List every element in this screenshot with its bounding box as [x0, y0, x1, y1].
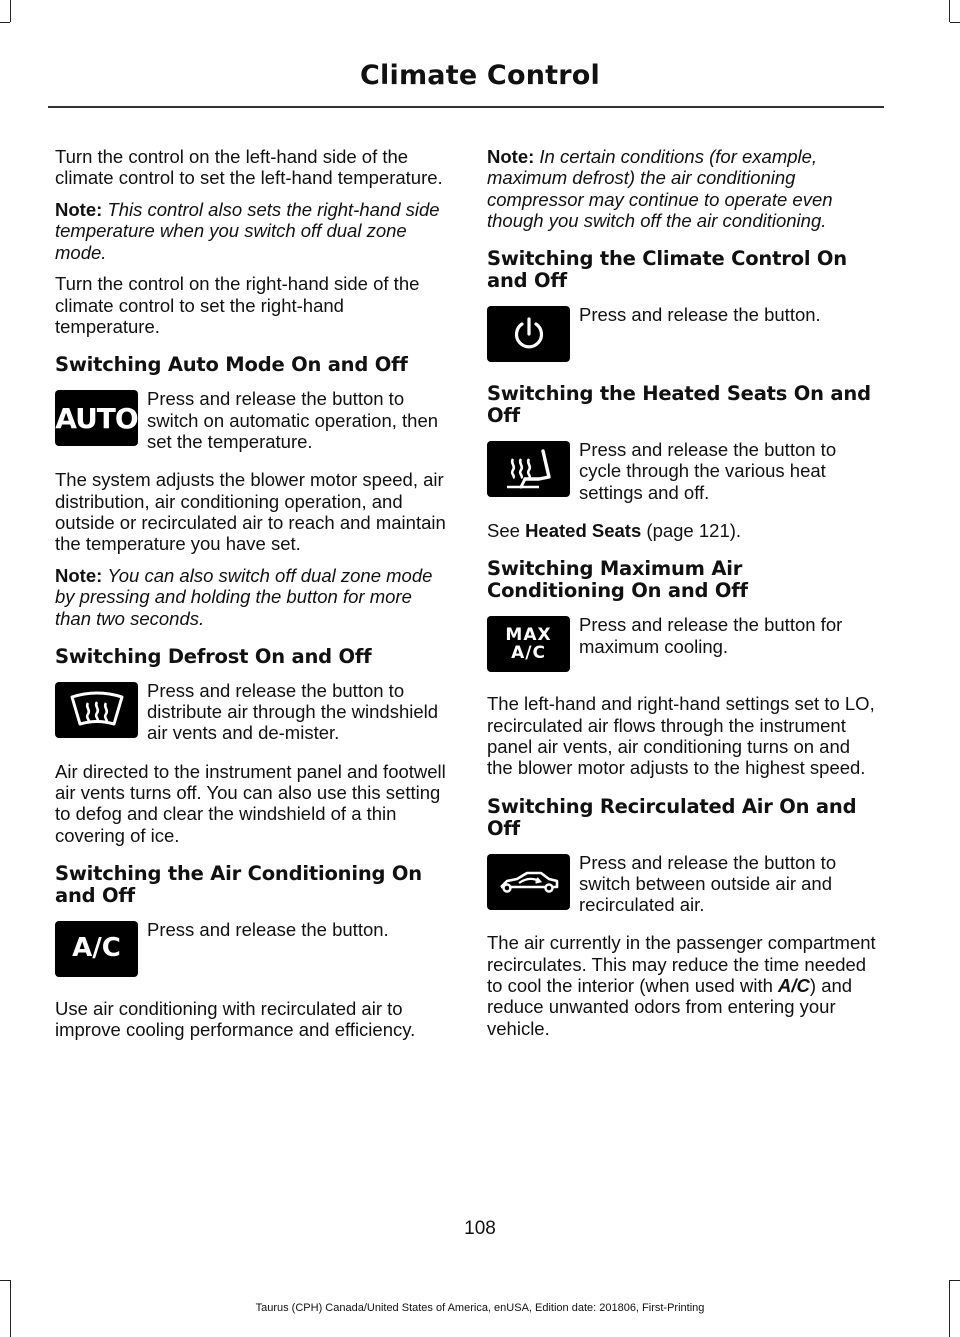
paragraph: Air directed to the instrument panel and footwell air vents turns off. You can also use this setting to defog and clear the windshield of a thin covering of ice.: [55, 760, 446, 846]
paragraph: Use air conditioning with recirculated air to improve cooling performance and efficiency.: [55, 997, 416, 1041]
note-label: Note:: [487, 146, 535, 167]
recirc-button-icon: [487, 854, 570, 910]
power-instruction: [487, 304, 879, 366]
seats-instruction: [487, 439, 879, 503]
section-heading-seats: Switching the Heated Seats On and Off: [487, 382, 871, 428]
power-icon: [509, 314, 549, 354]
page-title: Climate Control: [360, 60, 600, 91]
paragraph: Turn the control on the right-hand side of the climate control to set the right-hand temperature.: [55, 273, 420, 338]
max-ac-icon-label: [505, 626, 551, 662]
instruction-text: Press and release the button.: [579, 304, 821, 326]
ac-button-icon: [55, 921, 138, 977]
heated-seat-button-icon: [487, 441, 570, 497]
defrost-instruction: [55, 680, 447, 744]
note: [55, 199, 447, 263]
footer-text: Taurus (CPH) Canada/United States of America, enUSA, Edition date: 201806, First-Printing: [255, 1302, 705, 1314]
power-button-icon: [487, 306, 570, 362]
section-heading-defrost: Switching Defrost On and Off: [55, 644, 372, 668]
page-number: 108: [464, 1218, 496, 1239]
crop-mark: [950, 1280, 960, 1281]
paragraph: The system adjusts the blower motor speed, air distribution, air conditioning operation, and outside or recirculated air to reach and maintain the temperature you have set.: [55, 469, 446, 555]
defrost-button-icon: [55, 682, 138, 738]
note: [55, 565, 447, 629]
section-heading-ac: Switching the Air Conditioning On and Off: [55, 861, 422, 907]
max-instruction: [487, 614, 879, 676]
ac-reference: A/C: [778, 975, 810, 997]
recirc-instruction: [487, 852, 879, 916]
note-text: In certain conditions (for example, maximum defrost) the air conditioning compressor may continue to operate even though you switch off the air conditioning.: [487, 146, 833, 231]
right-column: [487, 146, 879, 1049]
windshield-defrost-icon: [68, 690, 126, 730]
paragraph-text: ) and reduce unwanted odors from entering your vehicle.: [487, 975, 853, 1039]
section-heading-climate: Switching the Climate Control On and Off: [487, 247, 847, 293]
instruction-text: Press and release the button to switch on automatic operation, then set the temperature.: [147, 388, 439, 452]
paragraph: The left-hand and right-hand settings set to LO, recirculated air flows through the instrument panel air vents, air conditioning turns on and the blower motor adjusts to the highest speed.: [487, 693, 875, 779]
note-label: Note:: [55, 564, 103, 586]
paragraph: Turn the control on the left-hand side of the climate control to set the left-hand temperature.: [55, 146, 443, 189]
ac-instruction: [55, 919, 447, 981]
see-prefix: See: [487, 520, 520, 542]
ac-icon-label: A/C: [72, 933, 121, 964]
max-icon-line: MAX: [505, 625, 552, 646]
see-reference-link[interactable]: Heated Seats: [525, 520, 642, 542]
header-divider: [48, 106, 884, 108]
auto-instruction: [55, 388, 447, 452]
section-heading-max: Switching Maximum Air Conditioning On and Off: [487, 557, 748, 603]
heated-seat-icon: [499, 447, 559, 491]
section-heading-auto: Switching Auto Mode On and Off: [55, 353, 408, 377]
cross-reference: [487, 520, 879, 541]
paragraph-text: The air currently in the passenger compartment recirculates. This may reduce the time needed to cool the interior (when used with: [487, 932, 876, 997]
crop-mark: [0, 22, 10, 23]
instruction-text: Press and release the button to cycle through the various heat settings and off.: [579, 439, 837, 503]
crop-mark: [949, 0, 950, 22]
left-column: [55, 146, 447, 1051]
instruction-text: Press and release the button for maximum cooling.: [579, 614, 843, 657]
instruction-text: Press and release the button to distribute air through the windshield air vents and de-mister.: [147, 679, 439, 744]
see-suffix: (page 121).: [646, 520, 742, 542]
section-heading-recirc: Switching Recirculated Air On and Off: [487, 794, 857, 840]
auto-button-icon: [55, 390, 138, 446]
crop-mark: [950, 22, 960, 23]
paragraph: [487, 932, 879, 1038]
crop-mark: [0, 1280, 10, 1281]
instruction-text: Press and release the button to switch between outside air and recirculated air.: [579, 851, 837, 916]
auto-icon-label: AUTO: [55, 401, 138, 435]
max-icon-line: A/C: [511, 643, 546, 664]
recirculated-air-icon: [497, 867, 561, 897]
max-ac-button-icon: [487, 616, 570, 672]
crop-mark: [10, 0, 11, 22]
note-label: Note:: [55, 199, 103, 221]
note: [487, 146, 879, 231]
note-text: You can also switch off dual zone mode by pressing and holding the button for more than two seconds.: [55, 564, 433, 629]
note-text: This control also sets the right-hand side temperature when you switch off dual zone mode.: [55, 199, 440, 263]
instruction-text: Press and release the button.: [147, 918, 389, 940]
